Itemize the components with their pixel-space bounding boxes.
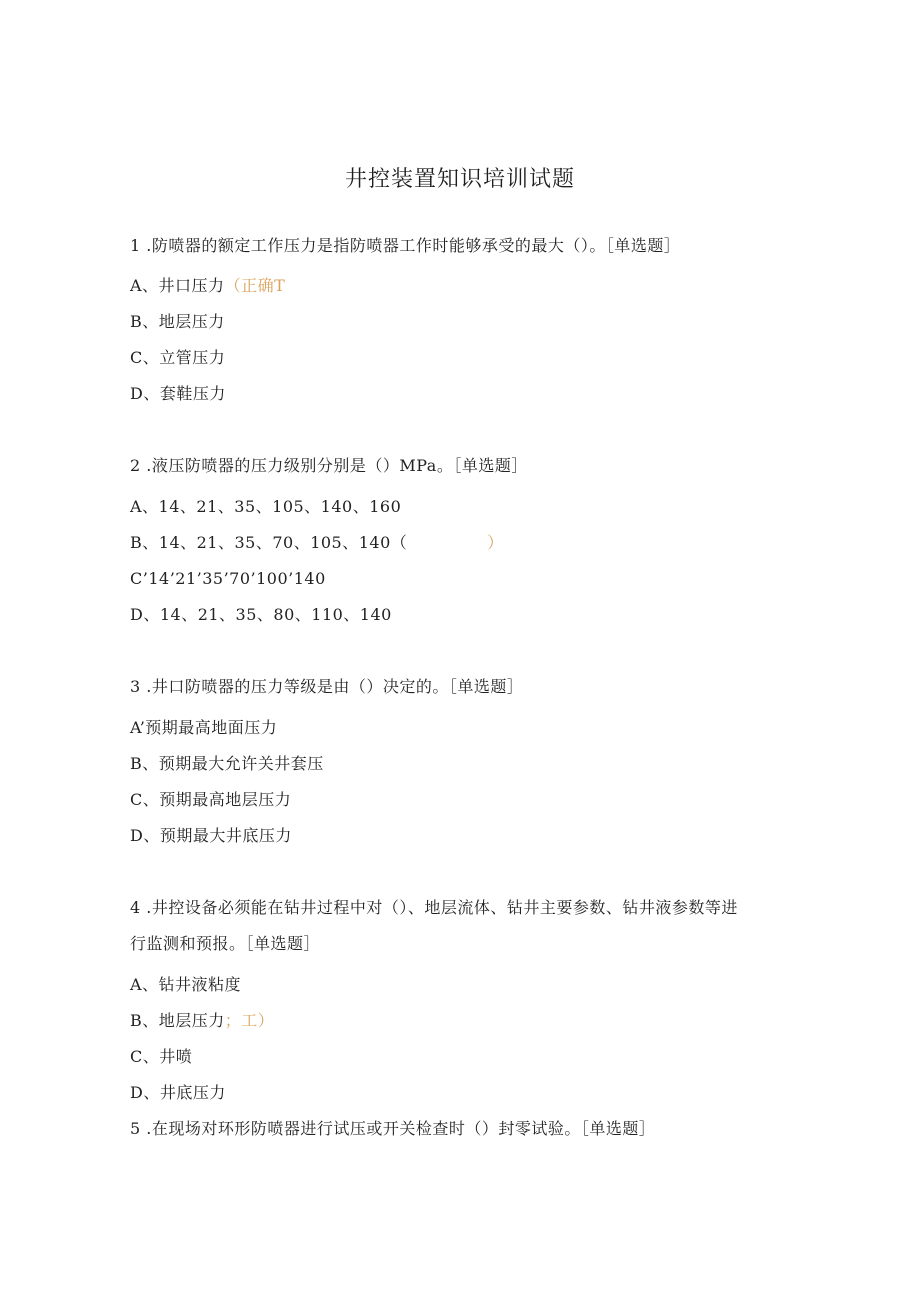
question-1-option-a <box>130 276 285 296</box>
question-3-option-d: D、预期最大井底压力 <box>130 826 292 845</box>
option-label: A、井口压力 <box>130 276 225 295</box>
question-4-text-line-1: 4 .井控设备必须能在钻井过程中对（）、地层流体、钻井主要参数、钻井液参数等进 <box>130 898 738 917</box>
question-4-option-a: A、钻井液粘度 <box>130 975 242 994</box>
question-4-option-d: D、井底压力 <box>130 1083 226 1102</box>
question-2-option-b <box>130 533 504 553</box>
question-1-option-b: B、地层压力 <box>130 312 225 331</box>
question-2-text: 2 .液压防喷器的压力级别分别是（）MPa。［单选题］ <box>130 456 528 475</box>
question-4-text-line-2: 行监测和预报。［单选题］ <box>130 934 321 953</box>
question-4-option-c: C、井喷 <box>130 1047 193 1066</box>
question-3-text: 3 .井口防喷器的压力等级是由（）决定的。［单选题］ <box>130 677 524 696</box>
answer-mark: ；工） <box>224 1011 275 1030</box>
question-2-option-a: A、14、21、35、105、140、160 <box>130 497 402 516</box>
option-label: B、地层压力 <box>130 1011 225 1030</box>
page-title: 井控装置知识培训试题 <box>344 167 575 192</box>
answer-mark: （正确T <box>224 276 286 295</box>
question-3-option-a: A’预期最高地面压力 <box>130 718 278 737</box>
answer-mark: ） <box>487 533 504 552</box>
question-1-text: 1 .防喷器的额定工作压力是指防喷器工作时能够承受的最大（）。［单选题］ <box>130 236 681 255</box>
question-1-option-c: C、立管压力 <box>130 348 226 367</box>
question-3-option-b: B、预期最大允许关井套压 <box>130 754 324 773</box>
question-2-option-d: D、14、21、35、80、110、140 <box>130 605 392 624</box>
option-label: B、14、21、35、70、105、140（ <box>130 533 408 552</box>
question-4-option-b <box>130 1011 274 1031</box>
question-5-text: 5 .在现场对环形防喷器进行试压或开关检查时（）封零试验。［单选题］ <box>130 1119 656 1138</box>
question-3-option-c: C、预期最高地层压力 <box>130 790 292 809</box>
question-1-option-d: D、套鞋压力 <box>130 384 226 403</box>
question-2-option-c: C’14’21’35’70’100’140 <box>130 569 326 588</box>
